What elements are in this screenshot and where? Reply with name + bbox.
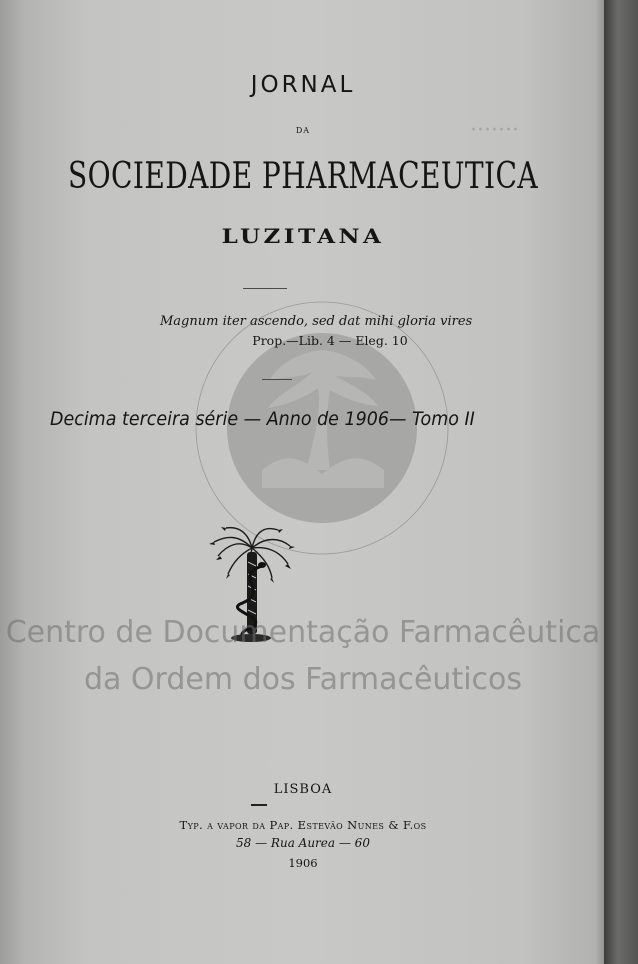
journal-title: JORNAL	[250, 72, 356, 98]
imprint-printer: Typ. a vapor da Pap. Estevão Nunes & F.os	[179, 818, 427, 832]
watermark-line-2: da Ordem dos Farmacêuticos	[83, 662, 523, 697]
imprint-city: LISBOA	[273, 782, 333, 797]
scan-edge-shadow	[604, 0, 638, 964]
title-page: ······· JORNAL DA SOCIEDADE PHARMACEUTICA LUZITANA Magnum iter ascendo, sed dat mihi gloria vires Prop.—Lib. 4 — Eleg. 10 Decima terceira série — Anno de 1906— Tomo II Centro de Documentação Farmacêutica da Ordem dos Farmacêuticos LISBOA Typ. a vapor da Pap. Estevão Nunes & F.os 58 — Rua Aurea — 60 1906	[0, 0, 606, 964]
imprint-rule	[251, 804, 267, 806]
imprint-address: 58 — Rua Aurea — 60	[236, 836, 370, 850]
journal-connector: DA	[295, 126, 311, 135]
society-name: SOCIEDADE PHARMACEUTICA	[67, 156, 539, 197]
watermark-line-1: Centro de Documentação Farmacêutica	[5, 615, 601, 650]
latin-motto: Magnum iter ascendo, sed dat mihi gloria vires	[160, 314, 473, 329]
series-volume-line: Decima terceira série — Anno de 1906— Tomo II	[50, 408, 475, 430]
society-subtitle: LUZITANA	[221, 224, 385, 248]
motto-reference: Prop.—Lib. 4 — Eleg. 10	[252, 333, 408, 348]
imprint-year: 1906	[288, 856, 318, 870]
